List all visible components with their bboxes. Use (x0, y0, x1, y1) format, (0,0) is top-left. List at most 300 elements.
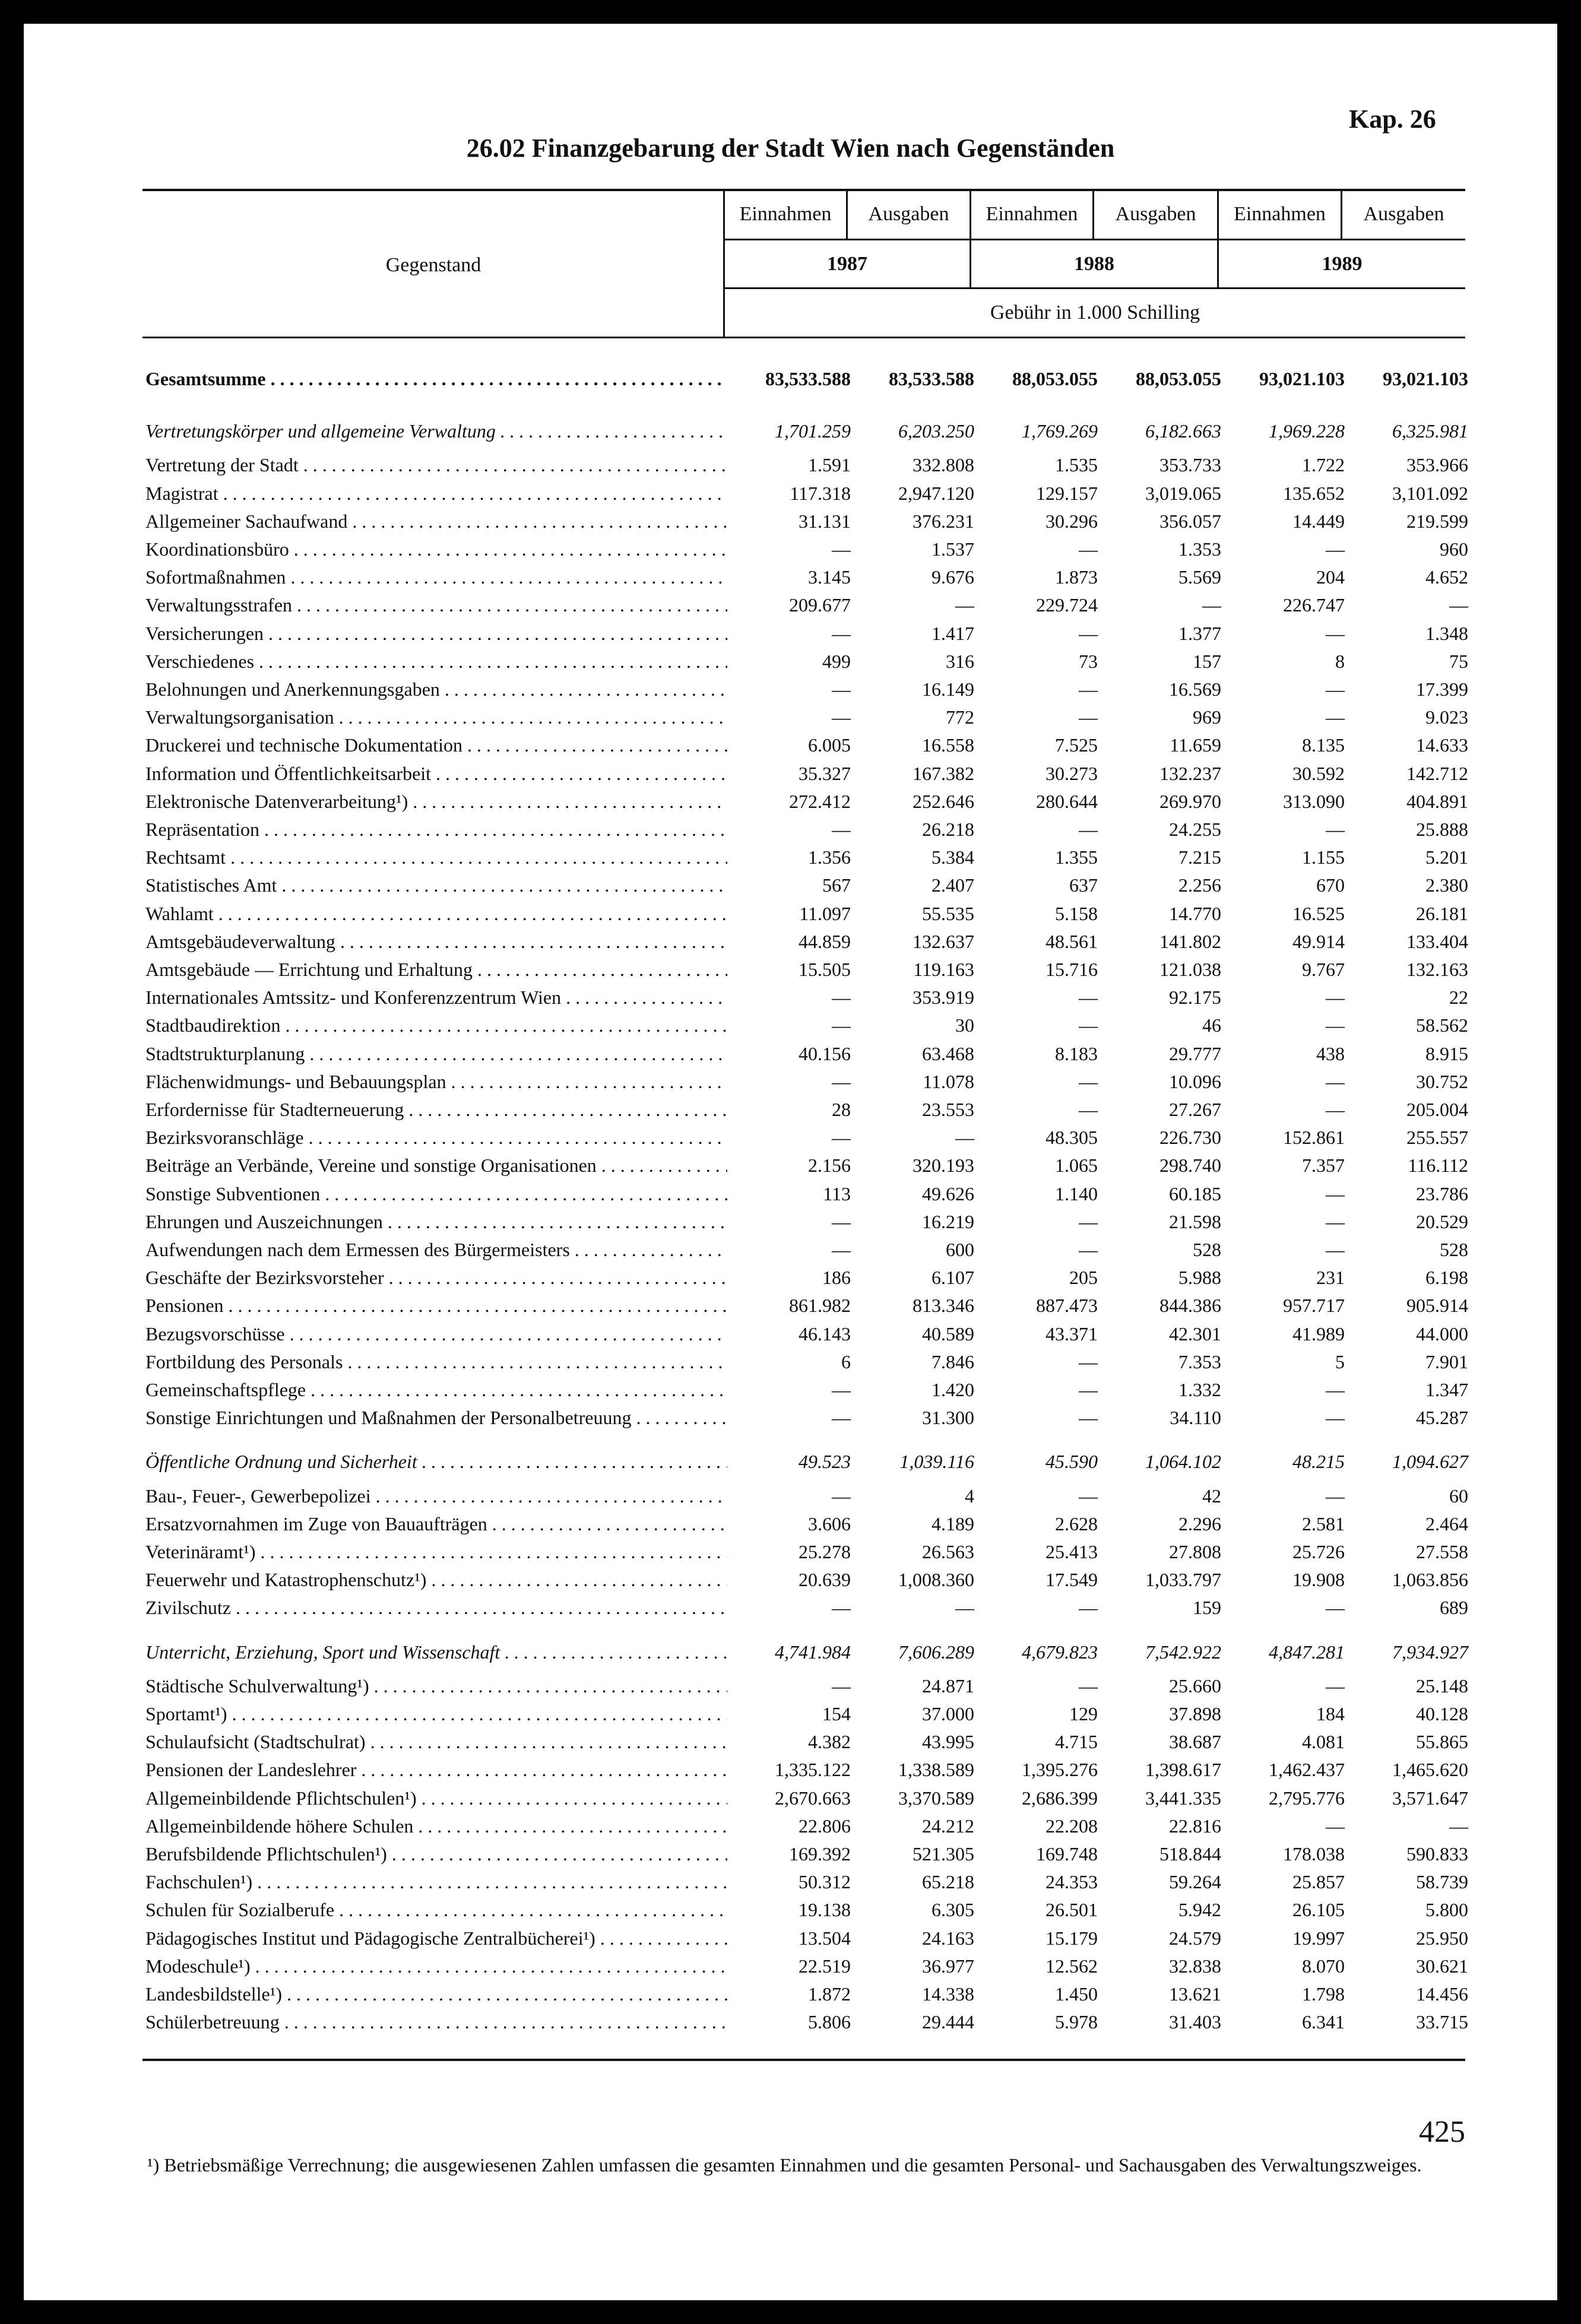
row-label: Repräsentation . . . (145, 819, 727, 841)
row-value: 24.212 (922, 1815, 974, 1837)
row-value: 887.473 (1036, 1295, 1098, 1316)
table-row (145, 844, 1469, 871)
table-row (145, 1868, 1469, 1896)
row-label: Schulaufsicht (Stadtschulrat) . . . (145, 1731, 727, 1753)
row-value: 13.504 (799, 1927, 851, 1949)
row-value: 7,542.922 (1145, 1641, 1221, 1663)
row-value: 1.347 (1425, 1379, 1468, 1400)
row-value: 93,021.103 (1259, 368, 1345, 389)
header-top-rule (142, 189, 1465, 191)
row-value: 1.535 (1055, 454, 1098, 475)
row-value: 7.215 (1178, 846, 1221, 868)
row-value: 141.802 (1159, 931, 1221, 952)
row-value: — (1079, 1379, 1098, 1400)
row-value: 30 (955, 1014, 974, 1036)
table-row (145, 676, 1469, 703)
row-value: 43.995 (922, 1731, 974, 1752)
row-value: 42.301 (1169, 1323, 1221, 1345)
row-value: 320.193 (913, 1155, 974, 1176)
row-value: 25.888 (1416, 819, 1468, 840)
row-value: 528 (1193, 1239, 1221, 1260)
table-row (145, 1292, 1469, 1320)
row-value: 6,182.663 (1145, 420, 1221, 442)
page-title: 26.02 Finanzgebarung der Stadt Wien nach Gegenständen (466, 134, 1115, 163)
row-value: — (1079, 1071, 1098, 1092)
row-value: 30.592 (1292, 763, 1345, 784)
row-value: 844.386 (1159, 1295, 1221, 1316)
row-value: — (1079, 1099, 1098, 1120)
row-value: 7,606.289 (898, 1641, 974, 1663)
row-value: 521.305 (913, 1843, 974, 1865)
row-label: Zivilschutz . . . (145, 1597, 727, 1619)
row-value: 1,335.122 (775, 1759, 851, 1780)
row-value: 3,571.647 (1392, 1787, 1468, 1809)
row-value: — (1079, 706, 1098, 728)
row-label: Öffentliche Ordnung und Sicherheit . . . (145, 1451, 727, 1473)
row-value: — (832, 1211, 851, 1232)
row-value: 44.859 (799, 931, 851, 952)
row-value: 1.155 (1302, 846, 1345, 868)
row-value: 157 (1193, 651, 1221, 672)
row-value: 969 (1193, 706, 1221, 728)
row-value: — (1326, 679, 1345, 700)
row-value: 40.156 (799, 1043, 851, 1064)
row-value: 2.380 (1425, 874, 1468, 896)
row-value: 1,033.797 (1145, 1569, 1221, 1590)
row-value: — (1326, 1675, 1345, 1697)
row-value: 27.267 (1169, 1099, 1221, 1120)
row-value: 8.183 (1055, 1043, 1098, 1064)
row-label: Beiträge an Verbände, Vereine und sonstige Organisationen . . . (145, 1155, 727, 1177)
row-value: 7,934.927 (1392, 1641, 1468, 1663)
row-value: 5.201 (1425, 846, 1468, 868)
row-value: 38.687 (1169, 1731, 1221, 1752)
row-value: 1.420 (932, 1379, 974, 1400)
row-value: 1,338.589 (898, 1759, 974, 1780)
row-label: Feuerwehr und Katastrophenschutz¹) . . . (145, 1569, 727, 1591)
row-value: — (1326, 987, 1345, 1008)
row-value: 9.676 (932, 566, 974, 588)
row-value: 93,021.103 (1383, 368, 1468, 389)
table-row (145, 1980, 1469, 2008)
row-value: 205 (1069, 1267, 1098, 1288)
row-label: Fachschulen¹) . . . (145, 1871, 727, 1893)
row-value: 600 (946, 1239, 974, 1260)
row-label: Vertretung der Stadt . . . (145, 454, 727, 476)
row-value: — (832, 706, 851, 728)
row-value: 48.305 (1045, 1127, 1098, 1148)
row-value: 184 (1316, 1703, 1345, 1724)
row-value: 129.157 (1036, 483, 1098, 504)
table-row (145, 480, 1469, 508)
row-value: 121.038 (1159, 959, 1221, 980)
table-row (145, 1756, 1469, 1784)
row-value: 29.777 (1169, 1043, 1221, 1064)
row-value: 231 (1316, 1267, 1345, 1288)
row-value: 280.644 (1036, 791, 1098, 812)
row-value: 167.382 (913, 763, 974, 784)
table-row (145, 871, 1469, 899)
row-label: Bezugsvorschüsse . . . (145, 1323, 727, 1345)
row-value: 1.353 (1178, 538, 1221, 560)
row-value: 26.218 (922, 819, 974, 840)
table-row (145, 703, 1469, 731)
row-value: 6,203.250 (898, 420, 974, 442)
row-value: 3.145 (808, 566, 851, 588)
row-value: 169.748 (1036, 1843, 1098, 1865)
row-value: 30.621 (1416, 1955, 1468, 1977)
row-value: — (832, 1014, 851, 1036)
row-value: 20.639 (799, 1569, 851, 1590)
row-value: — (1079, 819, 1098, 840)
row-value: 4.382 (808, 1731, 851, 1752)
row-value: — (1079, 1351, 1098, 1372)
table-row (145, 1376, 1469, 1404)
row-value: 219.599 (1406, 511, 1468, 532)
row-value: 316 (946, 651, 974, 672)
table-row (145, 1096, 1469, 1124)
row-value: 2.581 (1302, 1513, 1345, 1534)
row-value: 26.501 (1045, 1899, 1098, 1920)
table-row (145, 984, 1469, 1012)
table-row (145, 1236, 1469, 1264)
table-row (145, 1264, 1469, 1292)
row-value: 30.273 (1045, 763, 1098, 784)
row-value: 26.563 (922, 1541, 974, 1562)
row-value: — (1326, 1597, 1345, 1618)
row-value: 1.332 (1178, 1379, 1221, 1400)
row-value: 1.591 (808, 454, 851, 475)
table-row (145, 956, 1469, 984)
row-value: 48.215 (1292, 1451, 1345, 1472)
row-value: 55.865 (1416, 1731, 1468, 1752)
row-value: 14.338 (922, 1983, 974, 2005)
row-label: Druckerei und technische Dokumentation . . . (145, 734, 727, 756)
row-value: — (1326, 1183, 1345, 1204)
table-row (145, 620, 1469, 648)
row-value: 1.798 (1302, 1983, 1345, 2005)
row-value: 272.412 (789, 791, 851, 812)
row-value: — (1326, 1071, 1345, 1092)
row-value: 567 (822, 874, 851, 896)
table-row (145, 1510, 1469, 1538)
table-row (145, 535, 1469, 563)
header-gegenstand: Gegenstand (385, 254, 481, 276)
row-label: Ersatzvornahmen im Zuge von Bauaufträgen . . . (145, 1513, 727, 1535)
table-row (145, 1012, 1469, 1039)
row-value: 30.296 (1045, 511, 1098, 532)
table-row (145, 816, 1469, 844)
table-row (145, 1924, 1469, 1952)
section-row (145, 1638, 1469, 1666)
row-value: 25.148 (1416, 1675, 1468, 1697)
row-value: 25.950 (1416, 1927, 1468, 1949)
row-value: 1.356 (808, 846, 851, 868)
row-value: — (1326, 1485, 1345, 1507)
row-label: Vertretungskörper und allgemeine Verwaltung . . . (145, 420, 727, 442)
row-value: 7.846 (932, 1351, 974, 1372)
row-label: Pensionen der Landeslehrer . . . (145, 1759, 727, 1781)
table-row (145, 1482, 1469, 1510)
row-value: 15.179 (1045, 1927, 1098, 1949)
row-label: Schülerbetreuung . . . (145, 2011, 727, 2033)
row-value: 404.891 (1406, 791, 1468, 812)
row-label: Pädagogisches Institut und Pädagogische Zentralbücherei¹) . . . (145, 1927, 727, 1949)
row-value: — (832, 1597, 851, 1618)
row-value: 1.355 (1055, 846, 1098, 868)
row-value: 1.348 (1425, 623, 1468, 644)
table-row (145, 1208, 1469, 1236)
row-value: 40.128 (1416, 1703, 1468, 1724)
row-value: 3,370.589 (898, 1787, 974, 1809)
row-label: Magistrat . . . (145, 483, 727, 505)
table-row (145, 1840, 1469, 1868)
table-row (145, 1952, 1469, 1980)
row-value: 4,741.984 (775, 1641, 851, 1663)
row-label: Sportamt¹) . . . (145, 1703, 727, 1725)
row-value: 22.519 (799, 1955, 851, 1977)
row-value: — (1326, 1379, 1345, 1400)
row-value: 8.070 (1302, 1955, 1345, 1977)
row-label: Gesamtsumme . . . (145, 368, 727, 390)
chapter-label: Kap. 26 (1349, 104, 1436, 134)
row-value: 129 (1069, 1703, 1098, 1724)
row-value: — (832, 1239, 851, 1260)
row-value: 12.562 (1045, 1955, 1098, 1977)
row-value: 332.808 (913, 454, 974, 475)
row-value: 1,094.627 (1392, 1451, 1468, 1472)
table-row (145, 1404, 1469, 1432)
row-value: 23.786 (1416, 1183, 1468, 1204)
row-value: 60.185 (1169, 1183, 1221, 1204)
row-label: Amtsgebäude — Errichtung und Erhaltung . . . (145, 959, 727, 981)
row-value: 45.590 (1045, 1451, 1098, 1472)
table-row (145, 1040, 1469, 1068)
table-row (145, 563, 1469, 591)
row-value: — (955, 594, 974, 616)
row-label: Verwaltungsorganisation . . . (145, 706, 727, 728)
row-label: Geschäfte der Bezirksvorsteher . . . (145, 1267, 727, 1289)
row-label: Wahlamt . . . (145, 903, 727, 925)
row-value: 1,008.360 (898, 1569, 974, 1590)
row-value: 518.844 (1159, 1843, 1221, 1865)
table-row (145, 788, 1469, 816)
row-value: 28 (832, 1099, 851, 1120)
row-value: 499 (822, 651, 851, 672)
row-value: 16.219 (922, 1211, 974, 1232)
row-value: 4.081 (1302, 1731, 1345, 1752)
table-row (145, 1348, 1469, 1376)
row-value: 37.898 (1169, 1703, 1221, 1724)
row-label: Städtische Schulverwaltung¹) . . . (145, 1675, 727, 1697)
row-value: 14.449 (1292, 511, 1345, 532)
row-value: — (1326, 623, 1345, 644)
row-label: Veterinäramt¹) . . . (145, 1541, 727, 1563)
row-label: Allgemeiner Sachaufwand . . . (145, 511, 727, 532)
row-value: 1.450 (1055, 1983, 1098, 2005)
row-value: 44.000 (1416, 1323, 1468, 1345)
header-einnahmen-1988: Einnahmen (986, 203, 1078, 225)
row-value: 17.399 (1416, 679, 1468, 700)
row-value: 3,441.335 (1145, 1787, 1221, 1809)
row-value: 88,053.055 (1012, 368, 1098, 389)
row-value: 11.659 (1170, 734, 1221, 756)
row-value: 14.770 (1169, 903, 1221, 924)
row-value: 117.318 (790, 483, 851, 504)
row-value: 2,686.399 (1022, 1787, 1098, 1809)
row-value: 1,465.620 (1392, 1759, 1468, 1780)
table-row (145, 1538, 1469, 1566)
row-value: 438 (1316, 1043, 1345, 1064)
row-value: 1,969.228 (1269, 420, 1345, 442)
table-row (145, 1812, 1469, 1840)
row-value: 353.733 (1159, 454, 1221, 475)
row-value: 35.327 (799, 763, 851, 784)
row-value: 205.004 (1406, 1099, 1468, 1120)
table-row (145, 648, 1469, 676)
row-value: 25.857 (1292, 1871, 1345, 1892)
row-value: 16.558 (922, 734, 974, 756)
row-value: 3,101.092 (1392, 483, 1468, 504)
row-value: 25.660 (1169, 1675, 1221, 1697)
table-row (145, 900, 1469, 928)
row-value: 4 (965, 1485, 974, 1507)
row-value: 2,947.120 (898, 483, 974, 504)
table-row (145, 1320, 1469, 1348)
row-value: — (1079, 1014, 1098, 1036)
row-value: 6.305 (932, 1899, 974, 1920)
row-value: 133.404 (1406, 931, 1468, 952)
row-value: 33.715 (1416, 2011, 1468, 2033)
row-value: 1,064.102 (1145, 1451, 1221, 1472)
table-row (145, 1896, 1469, 1924)
row-value: 5.978 (1055, 2011, 1098, 2033)
header-year-rule (723, 287, 1465, 289)
row-value: 1,701.259 (775, 420, 851, 442)
row-value: — (832, 538, 851, 560)
row-label: Flächenwidmungs- und Bebauungsplan . . . (145, 1071, 727, 1093)
row-value: 298.740 (1159, 1155, 1221, 1176)
row-value: 252.646 (913, 791, 974, 812)
row-label: Amtsgebäudeverwaltung . . . (145, 931, 727, 953)
row-label: Unterricht, Erziehung, Sport und Wissenschaft . . . (145, 1641, 727, 1663)
row-label: Modeschule¹) . . . (145, 1955, 727, 1977)
row-label: Aufwendungen nach dem Ermessen des Bürgermeisters . . . (145, 1239, 727, 1261)
footnote: ¹) Betriebsmäßige Verrechnung; die ausgewiesenen Zahlen umfassen die gesamten Einnahmen und die gesamten Personal- und Sachausgaben des Verwaltungszweiges. (147, 2154, 1422, 2176)
row-value: 20.529 (1416, 1211, 1468, 1232)
row-value: 132.163 (1406, 959, 1468, 980)
row-value: 42 (1202, 1485, 1221, 1507)
row-value: 22 (1449, 987, 1468, 1008)
row-value: 83,533.588 (765, 368, 851, 389)
row-label: Versicherungen . . . (145, 623, 727, 645)
row-value: 7.353 (1178, 1351, 1221, 1372)
row-value: — (832, 819, 851, 840)
row-value: 3,019.065 (1145, 483, 1221, 504)
row-value: 353.966 (1406, 454, 1468, 475)
table-row (145, 1784, 1469, 1812)
row-value: — (1326, 1239, 1345, 1260)
row-value: 178.038 (1283, 1843, 1345, 1865)
row-value: 209.677 (789, 594, 851, 616)
row-value: 43.371 (1045, 1323, 1098, 1345)
row-value: 7.357 (1302, 1155, 1345, 1176)
row-value: 5.569 (1178, 566, 1221, 588)
row-value: 24.871 (922, 1675, 974, 1697)
row-value: 92.175 (1169, 987, 1221, 1008)
header-ausgaben-1987: Ausgaben (868, 203, 949, 225)
table-row (145, 1180, 1469, 1208)
row-value: 27.558 (1416, 1541, 1468, 1562)
section-row (145, 417, 1469, 445)
row-value: — (832, 1127, 851, 1148)
header-bottom-rule (142, 337, 1465, 338)
row-value: 26.105 (1292, 1899, 1345, 1920)
row-value: 637 (1069, 874, 1098, 896)
row-value: — (1326, 1407, 1345, 1428)
row-value: 16.569 (1169, 679, 1221, 700)
header-mid-rule (723, 239, 1465, 240)
section-row (145, 1448, 1469, 1476)
row-value: 59.264 (1169, 1871, 1221, 1892)
row-value: 88,053.055 (1136, 368, 1221, 389)
table-row (145, 591, 1469, 619)
row-value: 132.637 (913, 931, 974, 952)
row-value: 23.553 (922, 1099, 974, 1120)
row-value: 22.806 (799, 1815, 851, 1837)
row-value: — (1326, 1014, 1345, 1036)
row-value: 73 (1079, 651, 1098, 672)
row-value: — (1202, 594, 1221, 616)
row-label: Verschiedenes . . . (145, 651, 727, 673)
row-value: 31.403 (1169, 2011, 1221, 2033)
row-label: Berufsbildende Pflichtschulen¹) . . . (145, 1843, 727, 1865)
row-value: 2.464 (1425, 1513, 1468, 1534)
row-value: 353.919 (913, 987, 974, 1008)
table-bottom-rule (142, 2059, 1465, 2061)
row-label: Sonstige Subventionen . . . (145, 1183, 727, 1205)
table-row (145, 928, 1469, 956)
row-value: 4.189 (932, 1513, 974, 1534)
row-value: 25.413 (1045, 1541, 1098, 1562)
header-einnahmen-1989: Einnahmen (1234, 203, 1326, 225)
row-value: 49.523 (799, 1451, 851, 1472)
row-value: 5 (1335, 1351, 1345, 1372)
row-label: Information und Öffentlichkeitsarbeit . . . (145, 763, 727, 785)
row-value: 32.838 (1169, 1955, 1221, 1977)
row-value: 9.023 (1425, 706, 1468, 728)
row-value: 75 (1449, 651, 1468, 672)
row-label: Elektronische Datenverarbeitung¹) . . . (145, 791, 727, 813)
row-value: — (1079, 679, 1098, 700)
table-row (145, 1124, 1469, 1152)
row-value: 255.557 (1406, 1127, 1468, 1148)
row-value: — (832, 1379, 851, 1400)
row-value: — (1079, 1211, 1098, 1232)
row-value: 2.156 (808, 1155, 851, 1176)
row-value: 1,462.437 (1269, 1759, 1345, 1780)
row-value: 26.181 (1416, 903, 1468, 924)
table-row (145, 451, 1469, 479)
row-value: 11.097 (799, 903, 851, 924)
row-value: 11.078 (923, 1071, 974, 1092)
row-value: 1.722 (1302, 454, 1345, 475)
row-value: 9.767 (1302, 959, 1345, 980)
row-value: 313.090 (1283, 791, 1345, 812)
row-value: 24.255 (1169, 819, 1221, 840)
row-value: 1.872 (808, 1983, 851, 2005)
row-label: Internationales Amtssitz- und Konferenzzentrum Wien . . . (145, 987, 727, 1009)
